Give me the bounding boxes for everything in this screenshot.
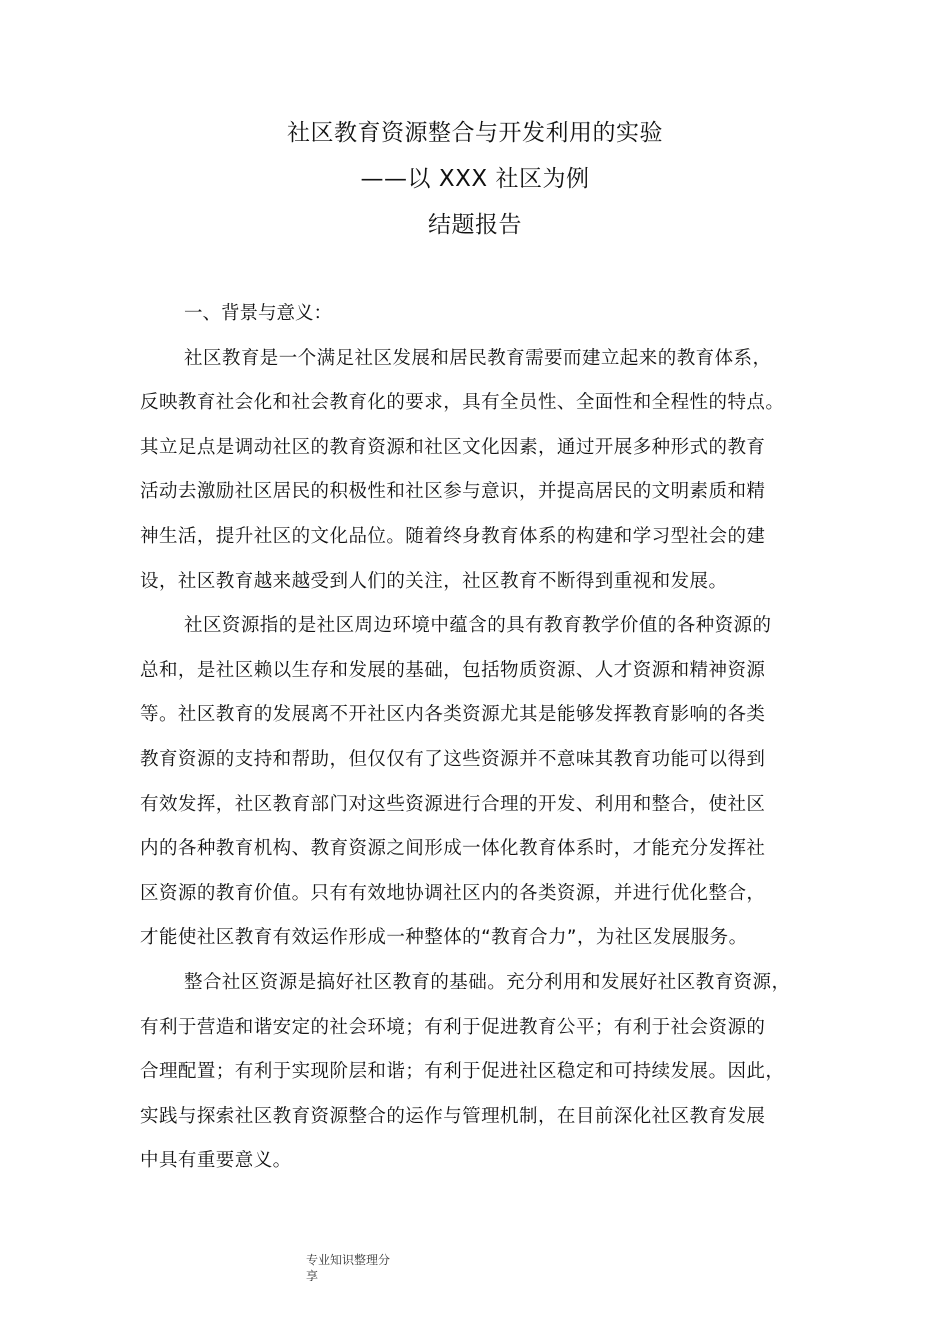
paragraph-line: 总和，是社区赖以生存和发展的基础，包括物质资源、人才资源和精神资源 — [140, 659, 766, 681]
body-text — [140, 292, 830, 1184]
paragraph-line: 教育资源的支持和帮助，但仅仅有了这些资源并不意味其教育功能可以得到 — [140, 748, 766, 770]
paragraph-line: 设，社区教育越来越受到人们的关注，社区教育不断得到重视和发展。 — [140, 570, 728, 592]
paragraph-line: 神生活，提升社区的文化品位。随着终身教育体系的构建和学习型社会的建 — [140, 525, 766, 547]
paragraph-line: 社区教育是一个满足社区发展和居民教育需要而建立起来的教育体系， — [184, 347, 772, 369]
paragraph-line: 反映教育社会化和社会教育化的要求，具有全员性、全面性和全程性的特点。 — [140, 392, 785, 414]
document-title — [0, 110, 950, 248]
paragraph-line: 合理配置；有利于实现阶层和谐；有利于促进社区稳定和可持续发展。因此， — [140, 1061, 785, 1083]
title-report-type: 结题报告 — [428, 212, 522, 238]
paragraph-line: 内的各种教育机构、教育资源之间形成一体化教育体系时，才能充分发挥社 — [140, 838, 766, 860]
paragraph-line: 有效发挥，社区教育部门对这些资源进行合理的开发、利用和整合，使社区 — [140, 793, 766, 815]
paragraph-line: 中具有重要意义。 — [140, 1150, 292, 1172]
paragraph-2 — [140, 604, 830, 961]
footer-line: 专业知识整理分 — [306, 1253, 391, 1267]
page-footer — [306, 1252, 416, 1284]
paragraph-line: 活动去激励社区居民的积极性和社区参与意识，并提高居民的文明素质和精 — [140, 481, 766, 503]
paragraph-line: 有利于营造和谐安定的社会环境；有利于促进教育公平；有利于社会资源的 — [140, 1016, 766, 1038]
paragraph-line: 区资源的教育价值。只有有效地协调社区内的各类资源，并进行优化整合， — [140, 882, 766, 904]
paragraph-1 — [140, 337, 830, 605]
paragraph-line: 其立足点是调动社区的教育资源和社区文化因素，通过开展多种形式的教育 — [140, 436, 766, 458]
paragraph-line: 等。社区教育的发展离不开社区内各类资源尤其是能够发挥教育影响的各类 — [140, 704, 766, 726]
paragraph-line: 才能使社区教育有效运作形成一种整体的“教育合力”，为社区发展服务。 — [140, 927, 748, 949]
title-main: 社区教育资源整合与开发利用的实验 — [287, 120, 663, 146]
paragraph-line: 社区资源指的是社区周边环境中蕴含的具有教育教学价值的各种资源的 — [184, 615, 772, 637]
paragraph-line: 实践与探索社区教育资源整合的运作与管理机制，在目前深化社区教育发展 — [140, 1105, 766, 1127]
title-subtitle: ——以 XXX 社区为例 — [360, 166, 590, 192]
paragraph-line: 整合社区资源是搞好社区教育的基础。充分利用和发展好社区教育资源， — [184, 971, 791, 993]
footer-line: 享 — [306, 1269, 319, 1283]
paragraph-3 — [140, 961, 830, 1184]
section-heading-background: 一、背景与意义： — [184, 303, 333, 324]
